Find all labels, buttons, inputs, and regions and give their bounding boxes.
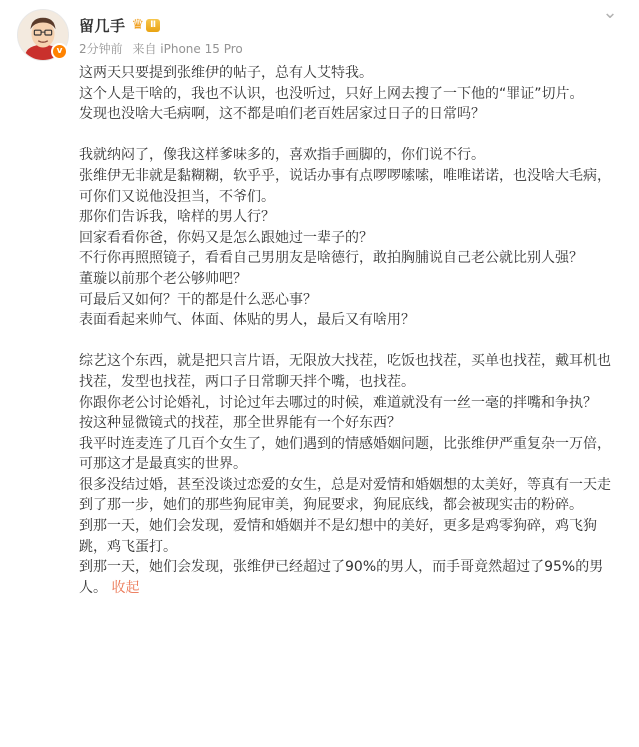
post-time[interactable]: 2分钟前	[79, 42, 123, 56]
post-paragraph: 不行你再照照镜子，看看自己男朋友是啥德行，敢拍胸脯说自己老公就比别人强？	[79, 250, 583, 267]
post-paragraph: 综艺这个东西，就是把只言片语，无限放大找茬，吃饭也找茬，买单也找茬，戴耳机也找茬，发型也找茬，两口子日常聊天拌个嘴，也找茬。	[79, 353, 611, 390]
post-meta	[79, 40, 249, 57]
name-row	[79, 14, 160, 36]
post-paragraph: 我平时连麦连了几百个女生了，她们遇到的情感婚姻问题，比张维伊严重复杂一万倍，可那这才是最真实的世界。	[79, 435, 611, 473]
collapse-link[interactable]: 收起	[111, 579, 140, 596]
blank-line	[79, 331, 624, 352]
post-content	[79, 63, 624, 598]
post-paragraph: 发现也没啥大毛病啊，这不都是咱们老百姓居家过日子的日常吗？	[79, 106, 485, 123]
post-paragraph: 我就纳闷了，像我这样爹味多的，喜欢指手画脚的，你们说不行。	[79, 147, 485, 164]
post-source: 来自 iPhone 15 Pro	[132, 42, 243, 56]
post-paragraph: 这个人是干啥的，我也不认识，也没听过，只好上网去搜了一下他的“罪证”切片。	[79, 85, 584, 102]
post-paragraph: 那你们告诉我，啥样的男人行？	[79, 209, 275, 226]
vip-badge[interactable]	[132, 18, 161, 32]
vip-level: Ⅱ	[146, 19, 160, 32]
username[interactable]: 留几手	[79, 16, 126, 35]
blank-line	[79, 125, 624, 146]
post-paragraph: 到那一天，她们会发现，爱情和婚姻并不是幻想中的美好，更多是鸡零狗碎，鸡飞狗跳，鸡飞蛋打。	[79, 518, 597, 555]
post-paragraph: 这两天只要提到张维伊的帖子，总有人艾特我。	[79, 65, 373, 81]
post-paragraph: 回家看看你爸，你妈又是怎么跟她过一辈子的？	[79, 229, 373, 246]
post-paragraph: 按这种显微镜式的找茬，那全世界能有一个好东西？	[79, 415, 401, 432]
verified-icon: v	[51, 43, 68, 60]
post-paragraph: 张维伊无非就是黏糊糊，软乎乎，说话办事有点啰啰嗦嗦，唯唯诺诺，也没啥大毛病，可你们又说他没担当，不爷们。	[79, 167, 611, 205]
post-paragraph: 表面看起来帅气、体面、体贴的男人，最后又有啥用？	[79, 312, 415, 329]
chevron-down-icon[interactable]: ⌄	[602, 2, 618, 23]
crown-icon: ♛	[131, 17, 145, 33]
post-paragraph: 董璇以前那个老公够帅吧？	[79, 270, 247, 287]
post-paragraph: 你跟你老公讨论婚礼，讨论过年去哪过的时候，难道就没有一丝一毫的拌嘴和争执？	[79, 394, 597, 411]
post-paragraph: 可最后又如何？干的都是什么恶心事？	[79, 291, 317, 308]
post-paragraph-last	[79, 557, 624, 598]
post-paragraph-text: 到那一天，她们会发现，张维伊已经超过了90%的男人，而手哥竟然超过了95%的男人。	[79, 559, 604, 596]
post-paragraph: 很多没结过婚，甚至没谈过恋爱的女生，总是对爱情和婚姻想的太美好，等真有一天走到了那一步，她们的那些狗屁审美，狗屁要求，狗屁底线，都会被现实击的粉碎。	[79, 476, 611, 514]
